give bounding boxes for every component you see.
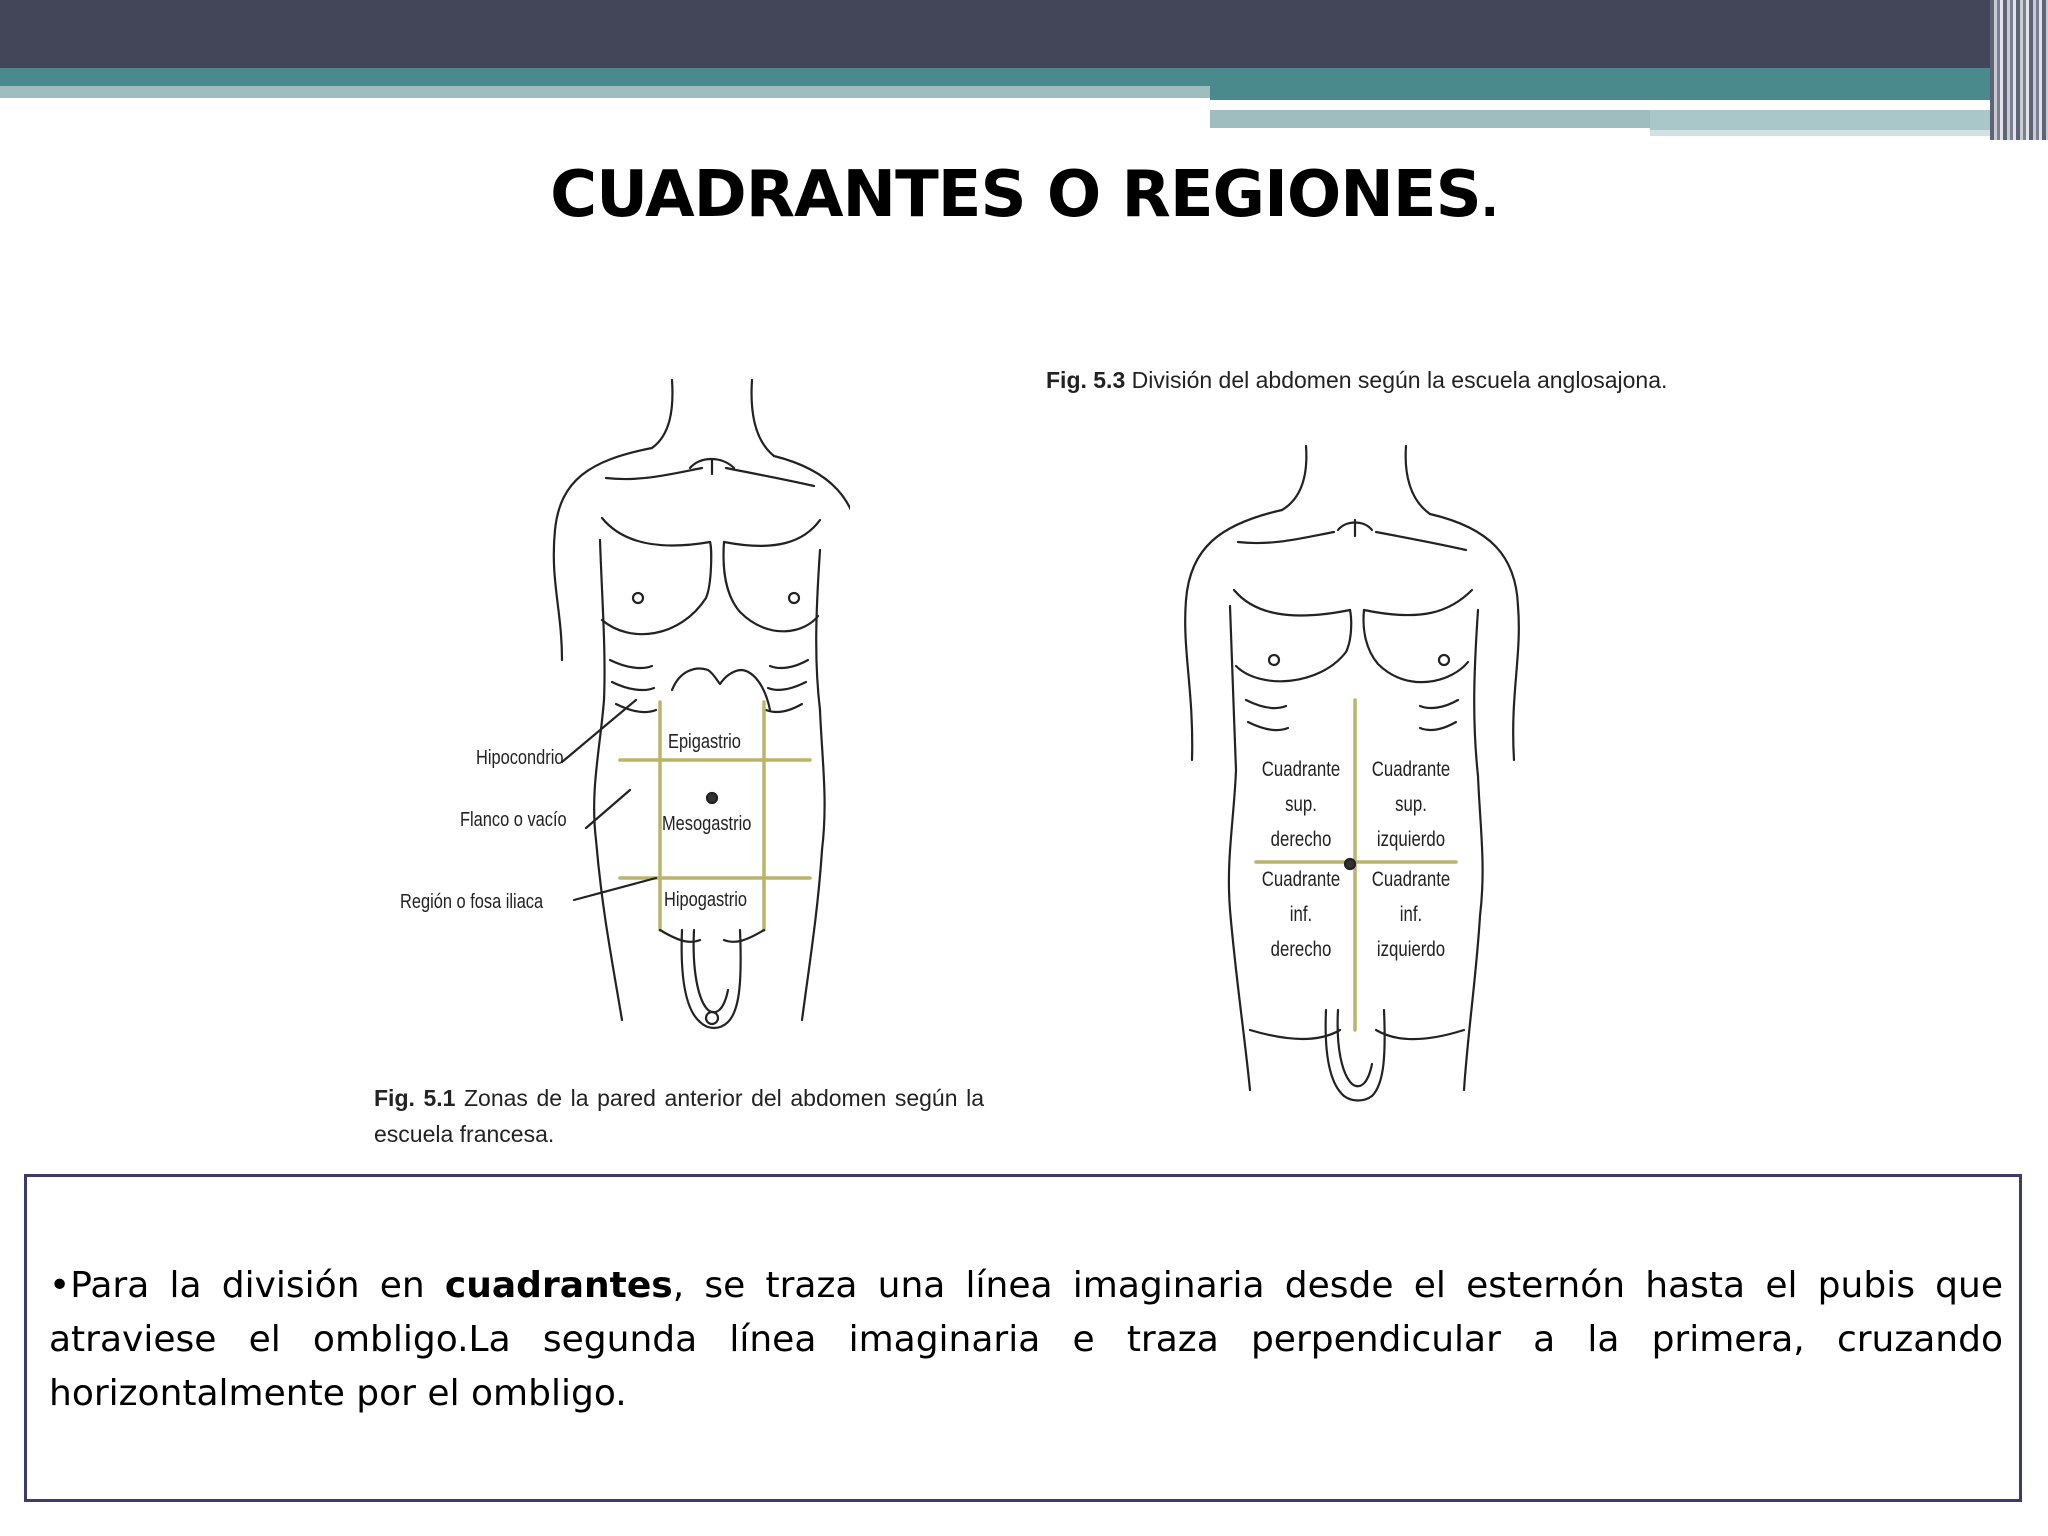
label-hipocondrio: Hipocondrio bbox=[476, 747, 564, 769]
figure-left-caption: Fig. 5.1 Zonas de la pared anterior del abdomen según la escuela francesa. bbox=[374, 1085, 984, 1147]
label-hipogastrio: Hipogastrio bbox=[664, 889, 747, 911]
label-flanco: Flanco o vacío bbox=[460, 809, 567, 831]
slide-title: CUADRANTES O REGIONES. bbox=[550, 158, 1498, 232]
figure-right-caption: Fig. 5.3 División del abdomen según la escuela anglosajona. bbox=[1046, 367, 1668, 393]
header-bar-dark bbox=[0, 0, 2048, 68]
label-epigastrio: Epigastrio bbox=[668, 731, 741, 753]
header-bar-teal-right bbox=[1210, 86, 2000, 100]
header-bar-teal bbox=[0, 68, 2048, 86]
header-bar-light-right bbox=[1210, 110, 1650, 128]
label-mesogastrio: Mesogastrio bbox=[662, 813, 752, 835]
torso-illustration-right bbox=[1150, 430, 1570, 1130]
header-bar-light-far-right bbox=[1650, 110, 2000, 130]
quadrant-inf-derecho: Cuadrante inf. derecho bbox=[1261, 868, 1341, 961]
explanation-text: •Para la división en cuadrantes, se traza una línea imaginaria desde el esternón hasta el pubis que atraviese el ombligo.La segunda línea imaginaria e traza perpendicular a la primera, cruzando horizontalmente por el ombligo. bbox=[49, 1265, 2003, 1414]
quadrant-sup-izquierdo: Cuadrante sup. izquierdo bbox=[1371, 758, 1451, 851]
explanation-box bbox=[24, 1174, 2022, 1502]
quadrant-sup-derecho: Cuadrante sup. derecho bbox=[1261, 758, 1341, 851]
torso-illustration-left bbox=[390, 370, 850, 1050]
header-bar-light bbox=[0, 86, 1210, 98]
quadrant-inf-izquierdo: Cuadrante inf. izquierdo bbox=[1371, 868, 1451, 961]
bold-term: cuadrantes bbox=[444, 1265, 673, 1306]
header-bar-light-edge bbox=[1650, 130, 2000, 136]
label-region-iliaca: Región o fosa iliaca bbox=[400, 891, 544, 913]
header-bar-gap bbox=[1210, 100, 2000, 110]
header-vertical-stripes bbox=[1990, 0, 2048, 140]
